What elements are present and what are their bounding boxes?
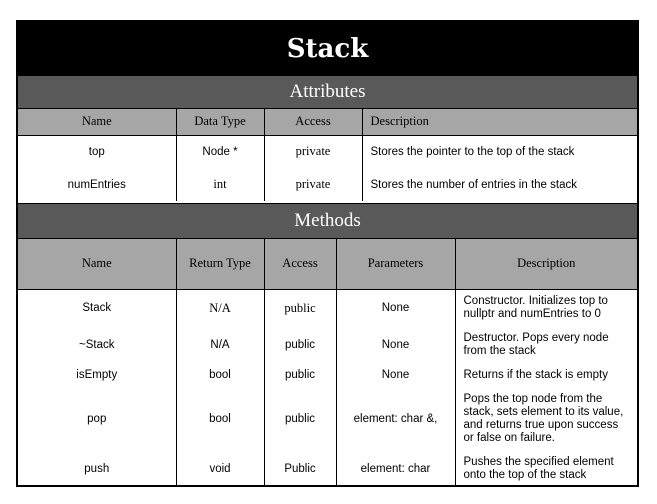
attr-name: numEntries: [18, 168, 176, 201]
method-name: ~Stack: [18, 327, 176, 363]
attribute-row: [18, 135, 637, 168]
method-header-description: Description: [455, 239, 637, 289]
method-name: push: [18, 451, 176, 486]
method-access: public: [264, 363, 336, 387]
method-header-name: Name: [18, 239, 176, 289]
methods-table: [18, 239, 637, 486]
method-header-return-type: Return Type: [176, 239, 264, 289]
attr-type: Node *: [176, 135, 264, 168]
method-name: pop: [18, 387, 176, 451]
attr-header-access: Access: [264, 109, 362, 135]
method-row: [18, 289, 637, 327]
method-parameters: element: char: [336, 451, 455, 486]
method-row: [18, 327, 637, 363]
attributes-header-row: [18, 109, 637, 135]
attr-access: private: [264, 135, 362, 168]
method-header-access: Access: [264, 239, 336, 289]
method-row: [18, 451, 637, 486]
method-access: public: [264, 289, 336, 327]
attributes-table: [18, 109, 637, 201]
method-access: public: [264, 387, 336, 451]
method-parameters: element: char &,: [336, 387, 455, 451]
attribute-row: [18, 168, 637, 201]
method-header-parameters: Parameters: [336, 239, 455, 289]
method-parameters: None: [336, 289, 455, 327]
class-title: Stack: [18, 22, 637, 75]
method-return-type: void: [176, 451, 264, 486]
attr-header-name: Name: [18, 109, 176, 135]
attr-description: Stores the number of entries in the stack: [370, 178, 577, 191]
attr-name: top: [18, 135, 176, 168]
method-row: [18, 387, 637, 451]
method-description: Pops the top node from the stack, sets element to its value, and returns true upon success or false on failure.: [463, 393, 624, 444]
method-name: Stack: [18, 289, 176, 327]
method-return-type: bool: [176, 363, 264, 387]
methods-section-header: Methods: [18, 203, 637, 239]
class-diagram: [16, 20, 639, 487]
method-description: Destructor. Pops every node from the stack: [463, 332, 609, 357]
attr-header-description: Description: [362, 109, 637, 135]
method-access: Public: [264, 451, 336, 486]
method-description: Returns if the stack is empty: [463, 368, 608, 381]
method-access: public: [264, 327, 336, 363]
method-return-type: N/A: [176, 327, 264, 363]
attr-description: Stores the pointer to the top of the stack: [370, 145, 575, 158]
attributes-section-header: Attributes: [18, 75, 637, 109]
method-parameters: None: [336, 327, 455, 363]
method-row: [18, 363, 637, 387]
method-parameters: None: [336, 363, 455, 387]
method-description: Pushes the specified element onto the top of the stack: [463, 455, 614, 481]
method-name: isEmpty: [18, 363, 176, 387]
attr-type: int: [176, 168, 264, 201]
attr-header-data-type: Data Type: [176, 109, 264, 135]
method-description: Constructor. Initializes top to nullptr and numEntries to 0: [463, 295, 608, 321]
method-return-type: bool: [176, 387, 264, 451]
methods-header-row: [18, 239, 637, 289]
attr-access: private: [264, 168, 362, 201]
method-return-type: N/A: [176, 289, 264, 327]
